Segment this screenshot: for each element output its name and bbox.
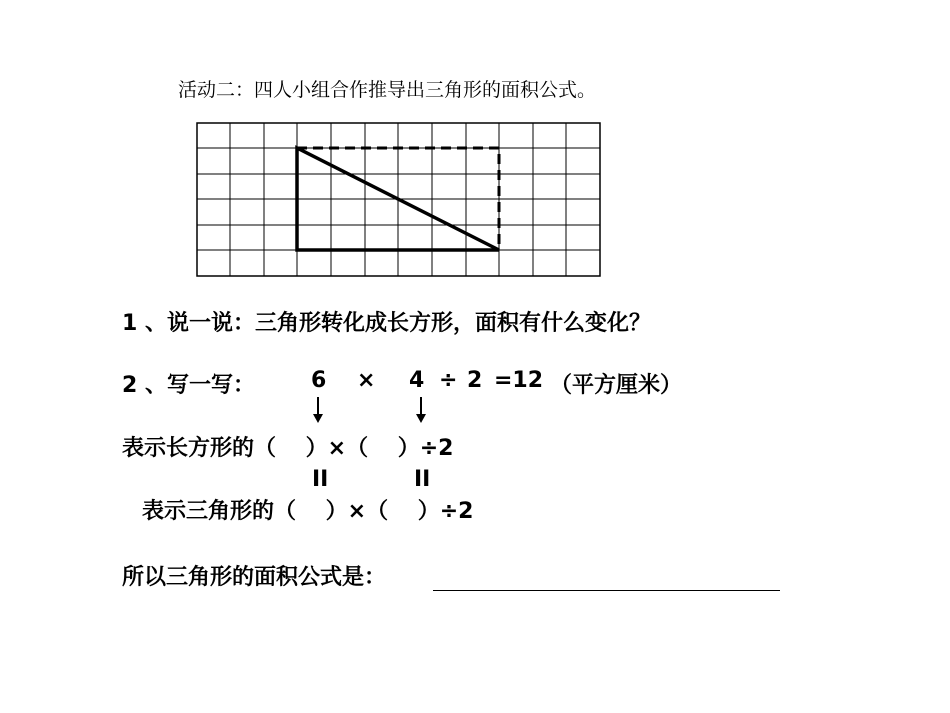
down-arrow-1: [313, 397, 323, 423]
times-sign: ×: [357, 368, 376, 393]
conclusion-label: 所以三角形的面积公式是：: [122, 565, 387, 590]
equation-factor-6: 6: [311, 368, 327, 393]
unit-label: （平方厘米）: [550, 373, 683, 398]
answer-blank-line[interactable]: [433, 590, 780, 591]
equation-factor-4: 4: [409, 368, 425, 393]
triangle-expression: 表示三角形的（ ）×（ ）÷2: [142, 499, 474, 524]
equals-mark-1: II: [312, 467, 329, 492]
activity-title: 活动二：四人小组合作推导出三角形的面积公式。: [178, 79, 597, 101]
equals-mark-2: II: [414, 467, 431, 492]
divide-sign: ÷: [439, 368, 458, 393]
equation-result: =12: [494, 368, 544, 393]
rectangle-expression: 表示长方形的（ ）×（ ）÷2: [122, 436, 454, 461]
equation-divisor-2: 2: [467, 368, 483, 393]
down-arrow-2: [416, 397, 426, 423]
question-1: 1 、说一说：三角形转化成长方形，面积有什么变化？: [122, 311, 651, 336]
question-2-label: 2 、写一写：: [122, 373, 255, 398]
